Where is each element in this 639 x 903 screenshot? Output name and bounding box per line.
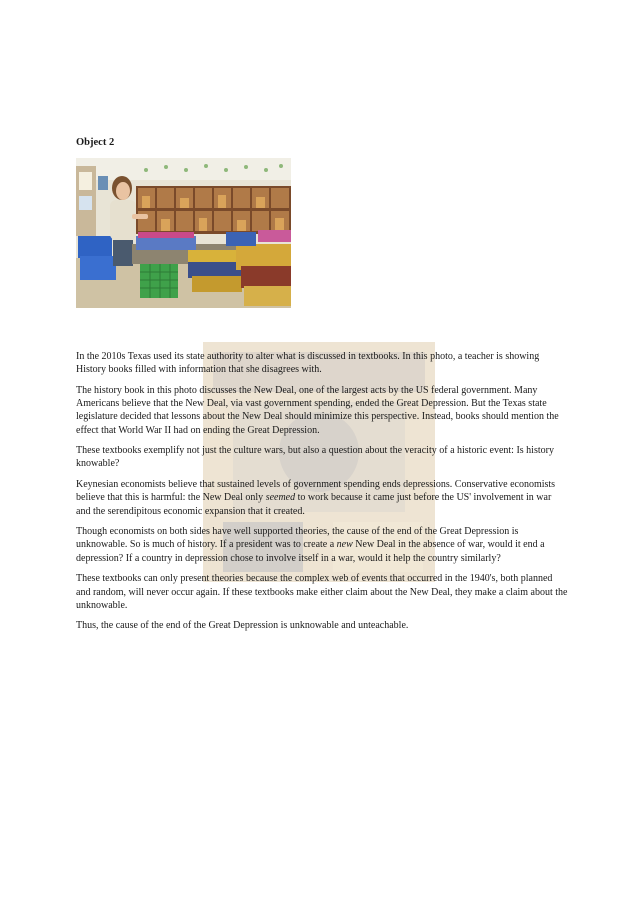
paragraph-unknowable [76,525,568,565]
paragraph-unknowable-before: Though economists on both sides have well supported theories, the cause of the end of the Great Depression is unknowable. So is much of history. If a president was to create a [76,526,519,551]
paragraph-economists-after: to work because it came just before the US' involvement in war and the serendipitous economic expansion that it created. [76,492,552,517]
paragraph-unknowable-after: New Deal in the absence of war, would it end a depression? If a country in depression chose to involve itself in a war, would it help the country similarly? [76,539,545,564]
paragraph-intro: In the 2010s Texas used its state authority to alter what is discussed in textbooks. In this photo, a teacher is showing History books filled with information that she disagrees with. [76,351,540,376]
paragraph-theories: These textbooks can only present theories because the complex web of events that occurred in the 1940's, both planned and random, will never occur again. If these textbooks make either claim about the New Deal, they make a claim about the unknowable. [76,573,568,611]
paragraph-conclusion: Thus, the cause of the end of the Great Depression is unknowable and unteachable. [76,620,409,632]
paragraph-economists [76,478,568,518]
paragraph-new-deal: The history book in this photo discusses the New Deal, one of the largest acts by the US federal government. Many Americans believe that the New Deal, via vast government spending, ended the Great Depression. But the Texas state legislature decided that lessons about the New Deal should minimize this perspective. Instead, books should mention the effect that World War II had on ending the Great Depression. [76,384,559,436]
paragraph-unknowable-emph: new [336,539,353,551]
paragraph-economists-emph: seemed [265,492,296,504]
paragraph-knowable: These textbooks exemplify not just the culture wars, but also a question about the veracity of a historic event: Is history knowable? [76,445,554,470]
body-text [76,350,568,640]
classroom-photo [76,158,291,308]
paragraph-economists-before: Keynesian economists believe that sustained levels of government spending ends depressions. Conservative economists believe that this is harmful: the New Deal only [76,479,556,504]
object-heading: Object 2 [76,137,115,148]
